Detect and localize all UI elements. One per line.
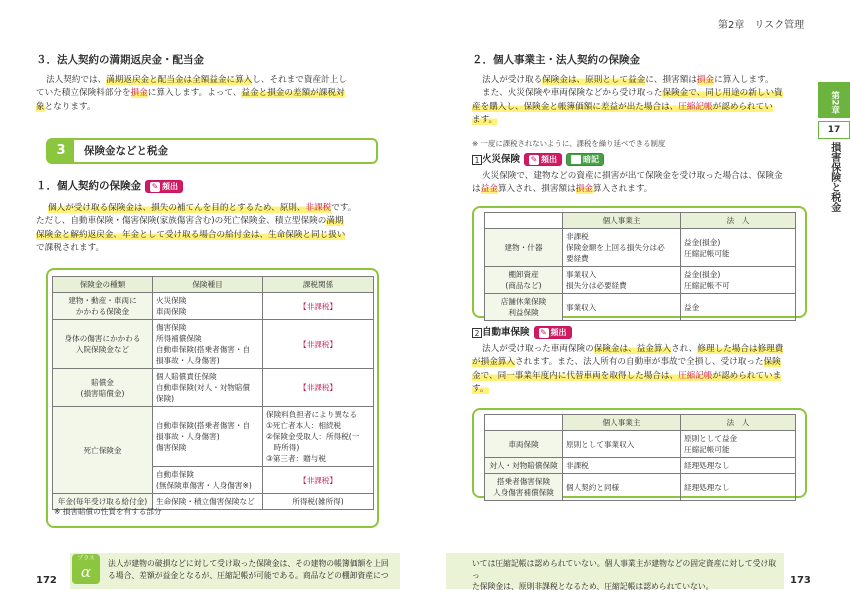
- table-header-row: [485, 213, 796, 229]
- table-header-row: [485, 415, 796, 431]
- table-cell: 事業収入 損失分は必要経費: [563, 267, 681, 294]
- footer-line: いては圧縮記帳は認められていない。個人事業主が建物などの固定資産に対して受け取っ: [472, 559, 777, 580]
- auto-insurance-title: 自動車保険: [482, 327, 530, 338]
- footer-line: 法人が建物の破損などに対して受け取った保険金は、その建物の帳簿価額を上回: [108, 559, 389, 568]
- highlight-text: 個人が受け取る保険金は、損失の補てんを目的とするため、原則、: [48, 203, 306, 213]
- highlight-text: 圧縮記帳: [678, 101, 713, 112]
- frequent-badge: [534, 326, 572, 339]
- highlight-text: が損金算入: [472, 357, 515, 368]
- table-cell: 【非課税】: [263, 467, 374, 494]
- highlight-text: 象: [36, 101, 45, 112]
- table-row: [485, 458, 796, 474]
- text: となります。: [44, 101, 96, 112]
- text: 法人が受け取った車両保険の: [482, 344, 594, 354]
- auto-insurance-paragraph: [472, 343, 812, 396]
- table-row: [53, 293, 374, 320]
- table-header: 法 人: [681, 415, 796, 431]
- table-cell: 店舗休業保険 利益保険: [485, 294, 563, 321]
- section-heading-box: [46, 138, 378, 164]
- table-cell: 生命保険・積立傷害保険など: [153, 494, 263, 510]
- table-header: 課税関係: [263, 277, 374, 293]
- table-cell: 建物・什器: [485, 229, 563, 267]
- table-cell: 年金(毎年受け取る給付金): [53, 494, 153, 510]
- subsection1-paragraph: [36, 202, 381, 255]
- table-footnote: ※ 損害賠償の性質を有する部分: [54, 507, 162, 516]
- item-number: 2: [472, 328, 482, 338]
- compression-footnote: ※ 一度に課税されないように、課税を繰り延べできる制度: [472, 139, 666, 148]
- table-header: 保険種目: [153, 277, 263, 293]
- table-cell: 自動車保険(搭乗者傷害・自 損事故・人身傷害) 傷害保険: [153, 407, 263, 467]
- highlight-text: 損金: [575, 184, 593, 195]
- table-header-row: [53, 277, 374, 293]
- table-cell: 益金(損金) 圧縮記帳可能: [681, 229, 796, 267]
- page-number-right: 173: [790, 575, 811, 586]
- footer-line: た保険金は、原則非課税となるため、圧縮記帳は認められていない。: [472, 582, 714, 592]
- table-row: [53, 320, 374, 369]
- highlight-text: 保険金と解約返戻金、年金として受け取る場合の給付金は、生命保険と同じ扱い: [36, 229, 346, 240]
- text: は: [472, 184, 481, 195]
- footer-left-text: [108, 558, 398, 581]
- auto-insurance-heading: [472, 326, 572, 341]
- highlight-text: 保険金で、同じ用途の新しい資: [662, 88, 783, 99]
- table-cell: 所得税(雑所得): [263, 494, 374, 510]
- text: ていた積立保険料部分を: [36, 88, 131, 99]
- section2-paragraph: [472, 74, 808, 127]
- text: 法人契約では、: [46, 75, 107, 85]
- alpha-glyph: α: [80, 563, 92, 581]
- section3-title: ３．法人契約の満期返戻金・配当金: [36, 54, 204, 66]
- text: です。: [331, 203, 357, 213]
- table-cell: 益金(損金) 圧縮記帳不可: [681, 267, 796, 294]
- text: に算入します。: [714, 75, 774, 85]
- frequent-label: 頻出: [162, 182, 178, 191]
- table-cell: 建物・動産・車両に かかわる保険金: [53, 293, 153, 320]
- text: で課税されます。: [36, 242, 105, 253]
- plus-alpha-icon: [72, 554, 100, 584]
- table-cell: 搭乗者傷害保険 人身傷害補償保険: [485, 474, 563, 501]
- table-row: [485, 267, 796, 294]
- highlight-text: 損金: [130, 88, 148, 99]
- highlight-text: 保険金は、益金算入: [593, 344, 672, 354]
- table-cell: 個人賠償責任保険 自動車保険(対人・対物賠償 保険): [153, 369, 263, 407]
- table-cell: 原則として事業収入: [563, 431, 681, 458]
- pen-icon: ✎: [530, 154, 538, 164]
- footer-right-text: [472, 558, 782, 593]
- table-row: [53, 407, 374, 467]
- table-cell: 傷害保険 所得補償保険 自動車保険(搭乗者傷害・自 損事故・人身傷害): [153, 320, 263, 369]
- highlight-text: 保険: [763, 357, 781, 368]
- section3-paragraph: [36, 74, 376, 114]
- table-cell: 【非課税】: [263, 320, 374, 369]
- table-cell: 原則として益金 圧縮記帳可能: [681, 431, 796, 458]
- table-cell: 死亡保険金: [53, 407, 153, 494]
- table-row: [53, 369, 374, 407]
- auto-insurance-table: [484, 414, 796, 501]
- fire-insurance-paragraph: [472, 170, 808, 197]
- table-cell: 自動車保険 (無保険車傷害・人身傷害※): [153, 467, 263, 494]
- text: 法人が受け取る: [482, 75, 543, 85]
- table-header: 保険金の種類: [53, 277, 153, 293]
- text: 算入され、損害額は: [497, 184, 576, 195]
- section-number: 3: [48, 140, 74, 162]
- insurance-tax-table: [52, 276, 374, 510]
- table-cell: 対人・対物賠償保険: [485, 458, 563, 474]
- highlight-text: 満期返戻金と配当金は全額益金に算入: [106, 75, 253, 85]
- highlight-text: 益金: [480, 184, 498, 195]
- page-number-left: 172: [36, 575, 57, 586]
- table-cell: 個人契約と同様: [563, 474, 681, 501]
- frequent-badge: [524, 153, 562, 166]
- text: に、損害額は: [645, 75, 697, 85]
- highlight-text: 益金と損金の差額が課税対: [241, 88, 345, 99]
- table-cell: 棚卸資産 (商品など): [485, 267, 563, 294]
- highlight-text: 非課税: [305, 203, 332, 213]
- highlight-text: 満期: [326, 216, 344, 227]
- text: し、それまで資産計上し: [252, 75, 347, 85]
- table-cell: 非課税 保険金額を上回る損失分は必 要経費: [563, 229, 681, 267]
- book-icon: [571, 155, 581, 164]
- text: 算入されます。: [592, 184, 653, 195]
- text: ただし、自動車保険・傷害保険(家族傷害含む)の死亡保険金、積立型保険の: [36, 216, 327, 227]
- table-cell: 【非課税】: [263, 369, 374, 407]
- highlight-text: が認められていま: [712, 370, 782, 381]
- table-cell: 経理処理なし: [681, 474, 796, 501]
- section-title: 保険金などと税金: [84, 145, 168, 157]
- chapter-tab-label: 第2章: [829, 90, 840, 114]
- text: に算入します。よって、: [147, 88, 242, 99]
- subsection1-heading: [36, 178, 183, 194]
- section2-title: ２．個人事業主・法人契約の保険金: [472, 54, 640, 66]
- highlight-text: 保険金は、原則として益金: [542, 75, 646, 85]
- table-cell: 非課税: [563, 458, 681, 474]
- chapter-header: 第2章 リスク管理: [718, 20, 805, 31]
- table-cell: 経理処理なし: [681, 458, 796, 474]
- text: され、: [671, 344, 698, 354]
- table-cell: 賠償金 (損害賠償金): [53, 369, 153, 407]
- table-cell: 【非課税】: [263, 293, 374, 320]
- frequent-label: 頻出: [541, 155, 558, 164]
- table-header: 法 人: [681, 213, 796, 229]
- table-row: [485, 294, 796, 321]
- fire-insurance-title: 火災保険: [482, 154, 521, 165]
- table-row: [485, 229, 796, 267]
- table-header: 個人事業主: [563, 213, 681, 229]
- table-header: [485, 213, 563, 229]
- pen-icon: ✎: [151, 181, 159, 191]
- memorize-badge: [566, 153, 604, 166]
- text: されます。また、法人所有の自動車が事故で全損し、受け取った: [514, 357, 764, 368]
- fire-insurance-heading: [472, 153, 604, 168]
- pen-icon: ✎: [540, 327, 547, 337]
- item-number: 1: [472, 155, 482, 165]
- table-cell: 事業収入: [563, 294, 681, 321]
- highlight-text: ます。: [472, 114, 498, 125]
- highlight-text: 損金: [696, 75, 715, 85]
- table-row: [485, 474, 796, 501]
- text: また、火災保険や車両保険などから受け取った: [482, 88, 663, 99]
- table-row: [485, 431, 796, 458]
- highlight-text: す。: [472, 383, 489, 394]
- table-cell: 益金: [681, 294, 796, 321]
- frequent-label: 頻出: [550, 328, 567, 337]
- subsection1-title: １．個人契約の保険金: [36, 180, 141, 192]
- highlight-text: 修理した場合は修理費: [697, 344, 784, 354]
- highlight-text: 産を購入し、保険金と帳簿価額に差益が出た場合は、: [472, 101, 679, 112]
- table-cell: 保険料負担者により異なる ①死亡者本人：相続税 ②保険金受取人：所得税(一 時所得) ③第三者：贈与税: [263, 407, 374, 467]
- table-header: [485, 415, 563, 431]
- lesson-title: 損害保険と税金: [828, 142, 840, 212]
- table-header: 個人事業主: [563, 415, 681, 431]
- table-cell: 車両保険: [485, 431, 563, 458]
- highlight-text: が認められてい: [712, 101, 773, 112]
- highlight-text: 金で、同一事業年度内に代替車両を取得した場合は、: [472, 370, 679, 381]
- memorize-label: 暗記: [583, 155, 600, 164]
- footer-line: る場合、差額が益金となるが、圧縮記帳が可能である。商品などの棚卸資産につ: [108, 570, 389, 580]
- text: 火災保険で、建物などの資産に損害が出て保険金を受け取った場合は、保険金: [482, 171, 783, 181]
- table-cell: 火災保険 車両保険: [153, 293, 263, 320]
- highlight-text: 圧縮記帳: [678, 370, 713, 381]
- frequent-badge: [145, 180, 183, 193]
- plus-label: プラス: [77, 555, 95, 562]
- lesson-number: 17: [818, 121, 850, 139]
- table-cell: 身体の傷害にかかわる 入院保険金など: [53, 320, 153, 369]
- fire-insurance-table: [484, 212, 796, 321]
- chapter-side-tab: [818, 82, 850, 118]
